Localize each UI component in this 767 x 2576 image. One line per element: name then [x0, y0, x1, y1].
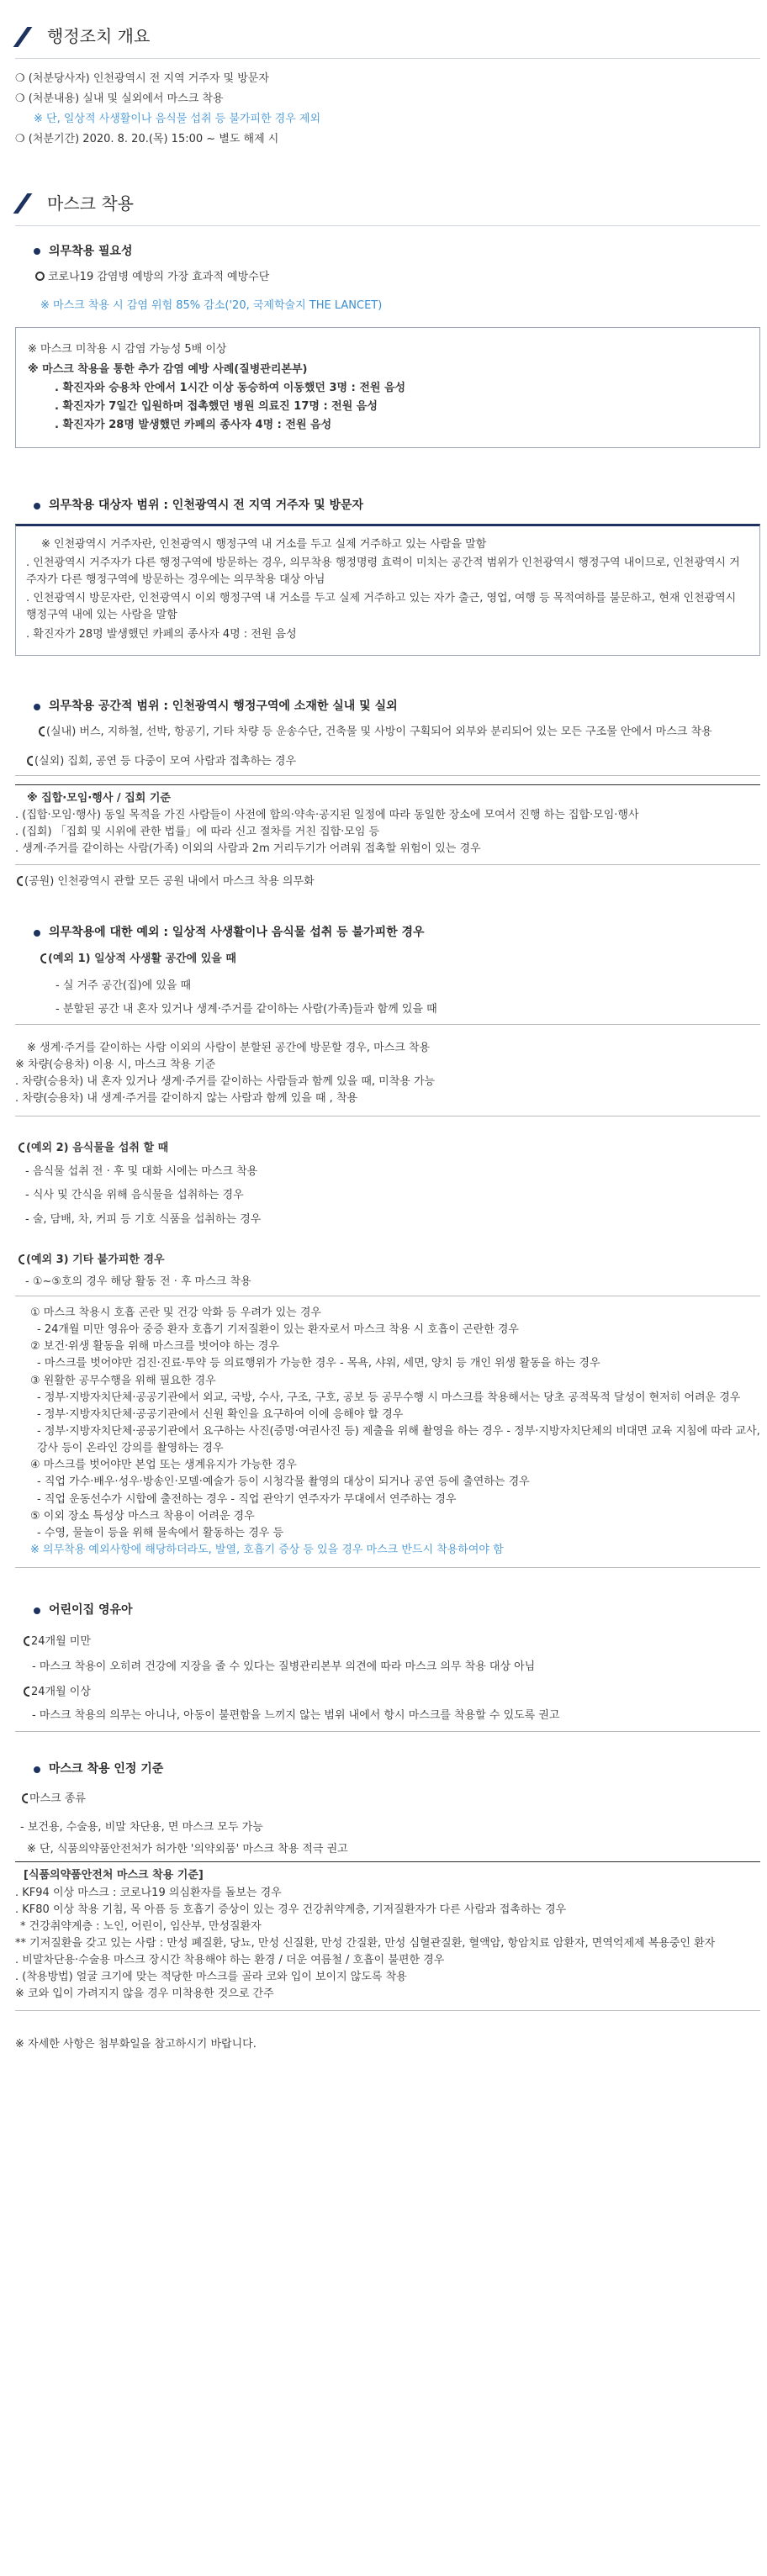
- exception-item: - 술, 담배, 차, 커피 등 기호 식품을 섭취하는 경우: [25, 1212, 262, 1226]
- space-item-indoor: (실내) 버스, 지하철, 선박, 항공기, 기타 차량 등 운송수단, 건축물 및 사방이 구획되어 외부와 분리되어 있는 모든 구조물 안에서 마스크 착용: [35, 724, 760, 741]
- box-line: - 24개월 미만 영유아 중증 환자 호흡기 기저질환이 있는 환자로서 마스크 착용 시 호흡이 곤란한 경우: [37, 1323, 519, 1337]
- section-divider: [15, 58, 760, 59]
- exception-item: - 식사 및 간식을 위해 음식물을 섭취하는 경우: [25, 1189, 244, 1202]
- divider: [15, 1731, 760, 1732]
- mask-criteria-box: [15, 1867, 760, 2003]
- box-line: . 인천광역시 거주자가 다른 행정구역에 방문하는 경우, 의무착용 행정명령 효력이 미치는 공간적 범위가 인천광역시 행정구역 내이므로, 인천광역시 거주자가 다른 행정구역에 방문하는 경우에는 의무착용 대상 아님: [26, 557, 740, 587]
- need-item: 코로나19 감염병 예방의 가장 효과적 예방수단: [35, 269, 760, 286]
- circle-bullet-icon: [40, 953, 46, 963]
- subsection-title: 의무착용 대상자 범위 : 인천광역시 전 지역 거주자 및 방문자: [34, 497, 760, 515]
- subsection-title: 어린이집 영유아: [34, 1602, 760, 1620]
- bullet-dot-icon: [34, 1766, 40, 1773]
- exception-item: - 음식물 섭취 전 · 후 및 대화 시에는 마스크 착용: [25, 1165, 258, 1179]
- box-line: - 마스크를 벗어야만 검진·진료·투약 등 의료행위가 가능한 경우 - 목욕, 샤워, 세면, 양치 등 개인 위생 활동을 하는 경우: [37, 1357, 600, 1370]
- divider: [15, 784, 760, 785]
- box-line: . 비말차단용·수술용 마스크 장시간 착용해야 하는 환경 / 더운 여름철 / 호흡이 불편한 경우: [15, 1954, 445, 1967]
- overview-exception-note: ※ 단, 일상적 사생활이나 음식물 섭취 등 불가피한 경우 제외: [34, 113, 321, 126]
- infant-over-24: 24개월 이상: [24, 1684, 760, 1701]
- box-line: - 정부·지방자치단체·공공기관에서 외교, 국방, 수사, 구조, 구호, 공보 등 공무수행 시 마스크를 착용해서는 당초 공적목적 달성이 현저히 어려운 경우: [37, 1391, 741, 1404]
- exception-note: ※ 의무착용 예외사항에 해당하더라도, 발열, 호흡기 증상 등 있을 경우 마스크 반드시 착용하여야 함: [30, 1543, 504, 1556]
- need-note: ※ 마스크 착용 시 감염 위험 85% 감소('20, 국제학술지 THE LANCET): [40, 299, 383, 313]
- box-line: . KF80 이상 착용 기침, 목 아픔 등 호흡기 증상이 있는 경우 건강취약계층, 기저질환자가 다른 사람과 접촉하는 경우: [15, 1903, 567, 1916]
- section-slash-icon: [15, 28, 37, 46]
- box-line: ④ 마스크를 벗어야만 본업 또는 생계유지가 가능한 경우: [30, 1459, 297, 1472]
- subsection-title: 의무착용에 대한 예외 : 일상적 사생활이나 음식물 섭취 등 불가피한 경우: [34, 924, 760, 942]
- divider: [15, 1567, 760, 1568]
- exception-1-title: (예외 1) 일상적 사생활 공간에 있을 때: [40, 951, 760, 968]
- box-line: . 차량(승용차) 내 생계·주거를 같이하지 않는 사람과 함께 있을 때 , 착용: [15, 1091, 358, 1105]
- infant-item: - 마스크 착용의 의무는 아니나, 아동이 불편함을 느끼지 않는 범위 내에서 항시 마스크를 착용할 수 있도록 권고: [32, 1709, 560, 1723]
- circle-bullet-icon: [19, 1254, 24, 1264]
- section-title: [15, 191, 760, 217]
- exception-item: - ①~⑤호의 경우 해당 활동 전 · 후 마스크 착용: [25, 1275, 251, 1288]
- overview-subject: ❍ (처분당사자) 인천광역시 전 지역 거주자 및 방문자: [15, 72, 269, 85]
- box-line: ① 마스크 착용시 호흡 곤란 및 건강 악화 등 우려가 있는 경우: [30, 1306, 321, 1319]
- circle-bullet-icon: [35, 272, 45, 281]
- box-line: ※ 코와 입이 가려지지 않을 경우 미착용한 것으로 간주: [15, 1987, 274, 2001]
- divider: [15, 775, 760, 776]
- exception-1-box: [15, 1040, 760, 1108]
- box-line: - 정부·지방자치단체·공공기관에서 신원 확인을 요구하여 이에 응해야 할 경우: [37, 1407, 404, 1421]
- circle-bullet-icon: [19, 1143, 24, 1153]
- circle-bullet-icon: [24, 1636, 29, 1646]
- exception-item: - 실 거주 공간(집)에 있을 때: [56, 979, 192, 993]
- circle-bullet-icon: [22, 1793, 28, 1803]
- footer-note: ※ 자세한 사항은 첨부화일을 참고하시기 바랍니다.: [15, 2037, 257, 2051]
- box-line: - 정부·지방자치단체·공공기관에서 요구하는 사진(증명·여권사진 등) 제출을 위해 촬영을 하는 경우 - 정부·지방자치단체의 비대면 교육 지침에 따라 교사, 강사 등이 온라인 강의를 촬영하는 경우: [37, 1424, 760, 1455]
- overview-period: ❍ (처분기간) 2020. 8. 20.(목) 15:00 ~ 별도 해제 시: [15, 133, 279, 146]
- box-line: . KF94 이상 마스크 : 코로나19 의심환자를 돌보는 경우: [15, 1886, 282, 1899]
- bullet-dot-icon: [34, 930, 40, 937]
- bullet-dot-icon: [34, 704, 40, 710]
- box-line: ※ 차량(승용차) 이용 시, 마스크 착용 기준: [15, 1058, 216, 1071]
- divider: [15, 864, 760, 865]
- space-item-outdoor: (실외) 집회, 공연 등 다중이 모여 사람과 접촉하는 경우: [27, 753, 760, 770]
- mask-kind: 마스크 종류: [22, 1791, 760, 1808]
- assembly-criteria-title: ※ 집합·모임·행사 / 집회 기준: [27, 791, 171, 805]
- section-mask: [15, 191, 760, 2053]
- mask-criteria-title: [식품의약품안전처 마스크 착용 기준]: [24, 1869, 204, 1882]
- bullet-dot-icon: [34, 1607, 40, 1614]
- box-line: . 확진자와 승용차 안에서 1시간 이상 동승하여 이동했던 3명 : 전원 음성: [55, 381, 406, 394]
- box-line: ※ 마스크 착용을 통한 추가 감염 예방 사례(질병관리본부): [28, 362, 308, 376]
- box-line: . 확진자가 7일간 입원하며 접촉했던 병원 의료진 17명 : 전원 음성: [55, 399, 378, 413]
- circle-bullet-icon: [24, 1687, 29, 1697]
- box-line: - 수영, 물놀이 등을 위해 물속에서 활동하는 경우 등: [37, 1526, 284, 1539]
- box-line: . (착용방법) 얼굴 크기에 맞는 적당한 마스크를 골라 코와 입이 보이지 않도록 착용: [15, 1971, 407, 1984]
- box-line: . 차량(승용차) 내 혼자 있거나 생계·주거를 같이하는 사람들과 함께 있을 때, 미착용 가능: [15, 1074, 436, 1088]
- bullet-dot-icon: [34, 248, 40, 255]
- section-divider: [15, 225, 760, 226]
- exception-item: - 분할된 공간 내 혼자 있거나 생계·주거를 같이하는 사람(가족)들과 함께 있을 때: [56, 1003, 437, 1016]
- box-line: - 직업 가수·배우·성우·방송인·모델·예술가 등이 시청각물 촬영의 대상이 되거나 공연 등에 출연하는 경우: [37, 1475, 530, 1489]
- exception-2-title: (예외 2) 음식물을 섭취 할 때: [19, 1140, 760, 1157]
- divider: [15, 2010, 760, 2011]
- circle-bullet-icon: [17, 876, 23, 886]
- circle-bullet-icon: [39, 726, 45, 736]
- mask-kind-note: ※ 단, 식품의약품안전처가 허가한 '의약외품' 마스크 착용 적극 권고: [27, 1843, 348, 1856]
- box-line: . 확진자가 28명 발생했던 카페의 종사자 4명 : 전원 음성: [55, 419, 332, 432]
- section-overview: [15, 24, 760, 149]
- box-line: . 인천광역시 방문자란, 인천광역시 이외 행정구역 내 거소를 두고 실제 거주하고 있는 자가 출근, 영업, 여행 등 목적여하를 불문하고, 현재 인천광역시 행정구역 내에 있는 사람을 말함: [26, 592, 737, 622]
- box-line: . (집합·모임·행사) 동일 목적을 가진 사람들이 사전에 합의·약속·공지된 일정에 따라 동일한 장소에 모여서 진행 하는 집합·모임·행사: [15, 808, 639, 821]
- subsection-title: 의무착용 필요성: [34, 243, 760, 261]
- box-line: ※ 마스크 미착용 시 감염 가능성 5배 이상: [28, 342, 227, 356]
- target-box: [15, 524, 760, 656]
- space-item-park: (공원) 인천광역시 관할 모든 공원 내에서 마스크 착용 의무화: [17, 874, 760, 890]
- box-line: - 직업 운동선수가 시합에 출전하는 경우 - 직업 관악기 연주자가 무대에서 연주하는 경우: [37, 1492, 457, 1506]
- infant-item: - 마스크 착용이 오히려 건강에 지장을 줄 수 있다는 질병관리본부 의견에 따라 마스크 의무 착용 대상 아님: [32, 1660, 536, 1673]
- box-line: * 건강취약계층 : 노인, 어린이, 임산부, 만성질환자: [20, 1919, 262, 1933]
- box-line: . 확진자가 28명 발생했던 카페의 종사자 4명 : 전원 음성: [26, 627, 297, 641]
- box-line: ** 기저질환을 갖고 있는 사람 : 만성 폐질환, 당뇨, 만성 신질환, 만성 간질환, 만성 심혈관질환, 혈액암, 항암치료 암환자, 면역억제제 복용중인 환자: [15, 1936, 716, 1950]
- exception-3-box: [15, 1305, 760, 1559]
- subsection-title: 마스크 착용 인정 기준: [34, 1760, 760, 1779]
- box-line: . (집회) 「집회 및 시위에 관한 법률」에 따라 신고 절차를 거친 집합·모임 등: [15, 826, 380, 839]
- mask-kind-item: - 보건용, 수술용, 비말 차단용, 면 마스크 모두 가능: [20, 1821, 263, 1834]
- overview-content: ❍ (처분내용) 실내 및 실외에서 마스크 착용: [15, 92, 224, 106]
- section-slash-icon: [15, 194, 37, 213]
- circle-bullet-icon: [27, 756, 33, 766]
- bullet-dot-icon: [34, 503, 40, 509]
- section-title-text: 마스크 착용: [47, 193, 134, 214]
- box-line: . 생계·주거를 같이하는 사람(가족) 이외의 사람과 2m 거리두기가 어려워 접촉할 위험이 있는 경우: [15, 842, 481, 856]
- infant-under-24: 24개월 미만: [24, 1634, 760, 1650]
- exception-3-title: (예외 3) 기타 불가피한 경우: [19, 1252, 760, 1269]
- divider: [15, 1024, 760, 1025]
- box-line: ⑤ 이외 장소 특성상 마스크 착용이 어려운 경우: [30, 1509, 255, 1523]
- box-line: ※ 생계·주거를 같이하는 사람 이외의 사람이 분할된 공간에 방문할 경우, 마스크 착용: [27, 1041, 431, 1054]
- box-line: ② 보건·위생 활동을 위해 마스크를 벗어야 하는 경우: [30, 1340, 279, 1354]
- divider: [15, 1861, 760, 1862]
- section-title: [15, 24, 760, 50]
- section-title-text: 행정조치 개요: [47, 26, 151, 46]
- box-line: ③ 원활한 공무수행을 위해 필요한 경우: [30, 1374, 216, 1387]
- box-line: ※ 인천광역시 거주자란, 인천광역시 행정구역 내 거소를 두고 실제 거주하고 있는 사람을 말함: [41, 537, 487, 551]
- subsection-title: 의무착용 공간적 범위 : 인천광역시 행정구역에 소재한 실내 및 실외: [34, 698, 760, 716]
- need-box: [15, 327, 760, 449]
